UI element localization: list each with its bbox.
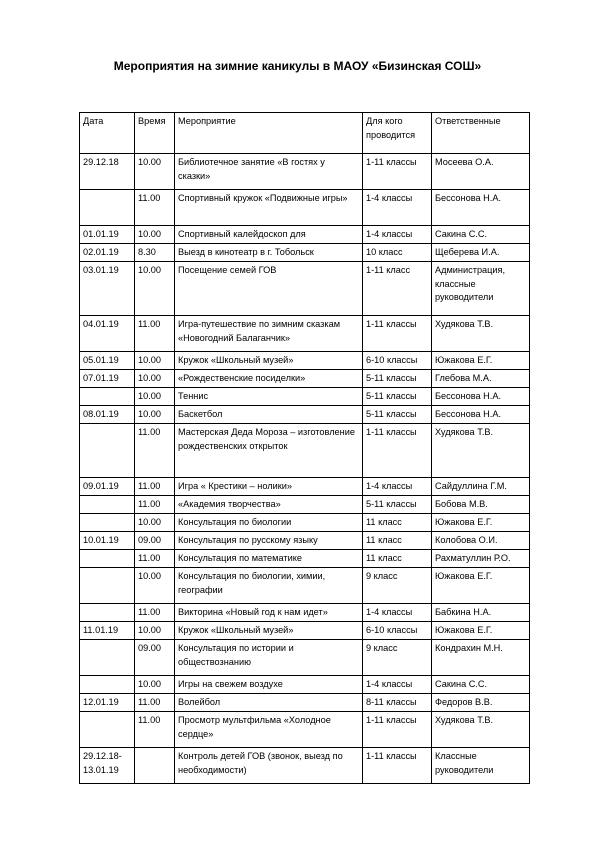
cell-time: 09.00	[135, 532, 175, 550]
cell-audience: 6-10 классы	[363, 352, 432, 370]
cell-responsible: Кондрахин М.Н.	[432, 640, 530, 676]
cell-date: 02.01.19	[80, 244, 135, 262]
table-row	[80, 226, 530, 244]
cell-audience: 1-11 классы	[363, 712, 432, 748]
cell-responsible: Бессонова Н.А.	[432, 406, 530, 424]
cell-event: Консультация по биологии, химии, географии	[175, 568, 363, 604]
cell-audience: 10 класс	[363, 244, 432, 262]
cell-responsible: Южакова Е.Г.	[432, 568, 530, 604]
cell-date	[80, 604, 135, 622]
cell-audience: 1-4 классы	[363, 190, 432, 226]
cell-time: 10.00	[135, 370, 175, 388]
cell-time: 11.00	[135, 424, 175, 478]
cell-date	[80, 496, 135, 514]
page-title: Мероприятия на зимние каникулы в МАОУ «Бизинская СОШ»	[113, 59, 482, 73]
cell-event: Игра-путешествие по зимним сказкам «Новогодний Балаганчик»	[175, 316, 363, 352]
cell-event: Консультация по биологии	[175, 514, 363, 532]
cell-audience: 11 класс	[363, 514, 432, 532]
cell-event: Спортивный калейдоскоп для	[175, 226, 363, 244]
table-row	[80, 478, 530, 496]
cell-responsible: Бобова М.В.	[432, 496, 530, 514]
cell-audience: 9 класс	[363, 640, 432, 676]
cell-time: 10.00	[135, 388, 175, 406]
cell-responsible: Мосеева О.А.	[432, 154, 530, 190]
table-row	[80, 388, 530, 406]
table-row	[80, 550, 530, 568]
cell-time: 11.00	[135, 316, 175, 352]
cell-time: 11.00	[135, 694, 175, 712]
cell-event: Волейбол	[175, 694, 363, 712]
cell-date: 05.01.19	[80, 352, 135, 370]
cell-event: Игра « Крестики – нолики»	[175, 478, 363, 496]
cell-time: 10.00	[135, 226, 175, 244]
cell-date: 10.01.19	[80, 532, 135, 550]
cell-responsible: Худякова Т.В.	[432, 424, 530, 478]
cell-time: 11.00	[135, 604, 175, 622]
cell-time: 10.00	[135, 622, 175, 640]
cell-time: 10.00	[135, 154, 175, 190]
cell-event: Баскетбол	[175, 406, 363, 424]
table-row	[80, 352, 530, 370]
table-header-row	[80, 113, 530, 154]
header-event: Мероприятие	[175, 113, 363, 154]
cell-time: 11.00	[135, 478, 175, 496]
cell-responsible: Федоров В.В.	[432, 694, 530, 712]
cell-date: 12.01.19	[80, 694, 135, 712]
cell-date	[80, 568, 135, 604]
table-row	[80, 262, 530, 316]
cell-audience: 11 класс	[363, 550, 432, 568]
cell-audience: 1-4 классы	[363, 226, 432, 244]
cell-audience: 8-11 классы	[363, 694, 432, 712]
cell-event: Контроль детей ГОВ (звонок, выезд по необходимости)	[175, 748, 363, 784]
cell-event: Посещение семей ГОВ	[175, 262, 363, 316]
cell-audience: 5-11 классы	[363, 388, 432, 406]
events-table	[79, 112, 530, 784]
cell-responsible: Бабкина Н.А.	[432, 604, 530, 622]
cell-time: 09.00	[135, 640, 175, 676]
cell-event: Консультация по истории и обществознанию	[175, 640, 363, 676]
cell-audience: 1-4 классы	[363, 676, 432, 694]
cell-time: 10.00	[135, 406, 175, 424]
cell-date	[80, 424, 135, 478]
cell-time: 10.00	[135, 352, 175, 370]
cell-date: 29.12.18-13.01.19	[80, 748, 135, 784]
cell-event: Библиотечное занятие «В гостях у сказки»	[175, 154, 363, 190]
table-row	[80, 316, 530, 352]
cell-event: Кружок «Школьный музей»	[175, 622, 363, 640]
cell-date	[80, 640, 135, 676]
table-row	[80, 190, 530, 226]
cell-date: 09.01.19	[80, 478, 135, 496]
cell-time: 11.00	[135, 712, 175, 748]
cell-responsible: Бессонова Н.А.	[432, 388, 530, 406]
cell-date	[80, 190, 135, 226]
table-row	[80, 712, 530, 748]
cell-date: 07.01.19	[80, 370, 135, 388]
table-row	[80, 514, 530, 532]
table-row	[80, 748, 530, 784]
cell-time: 10.00	[135, 262, 175, 316]
cell-event: Теннис	[175, 388, 363, 406]
cell-date	[80, 712, 135, 748]
cell-date: 03.01.19	[80, 262, 135, 316]
cell-responsible: Южакова Е.Г.	[432, 514, 530, 532]
cell-responsible: Глебова М.А.	[432, 370, 530, 388]
table-row	[80, 694, 530, 712]
cell-event: Просмотр мультфильма «Холодное сердце»	[175, 712, 363, 748]
cell-time: 10.00	[135, 676, 175, 694]
table-row	[80, 640, 530, 676]
cell-event: Викторина «Новый год к нам идет»	[175, 604, 363, 622]
cell-event: Игры на свежем воздухе	[175, 676, 363, 694]
cell-event: «Академия творчества»	[175, 496, 363, 514]
cell-event: «Рождественские посиделки»	[175, 370, 363, 388]
table-row	[80, 568, 530, 604]
cell-date	[80, 514, 135, 532]
table-row	[80, 370, 530, 388]
cell-time: 10.00	[135, 568, 175, 604]
cell-event: Консультация по математике	[175, 550, 363, 568]
cell-date: 11.01.19	[80, 622, 135, 640]
cell-event: Консультация по русскому языку	[175, 532, 363, 550]
cell-responsible: Худякова Т.В.	[432, 316, 530, 352]
cell-audience: 5-11 классы	[363, 370, 432, 388]
cell-audience: 11 класс	[363, 532, 432, 550]
cell-responsible: Сакина С.С.	[432, 226, 530, 244]
table-row	[80, 496, 530, 514]
table-row	[80, 532, 530, 550]
cell-date: 01.01.19	[80, 226, 135, 244]
cell-event: Мастерская Деда Мороза – изготовление рождественских открыток	[175, 424, 363, 478]
cell-audience: 5-11 классы	[363, 406, 432, 424]
cell-time: 11.00	[135, 190, 175, 226]
table-row	[80, 424, 530, 478]
cell-time: 10.00	[135, 514, 175, 532]
cell-time	[135, 748, 175, 784]
cell-responsible: Колобова О.И.	[432, 532, 530, 550]
cell-audience: 1-11 класс	[363, 262, 432, 316]
cell-time: 8.30	[135, 244, 175, 262]
cell-responsible: Рахматуллин Р.О.	[432, 550, 530, 568]
cell-time: 11.00	[135, 550, 175, 568]
cell-time: 11.00	[135, 496, 175, 514]
table-row	[80, 622, 530, 640]
cell-date: 08.01.19	[80, 406, 135, 424]
cell-date	[80, 550, 135, 568]
cell-responsible: Классные руководители	[432, 748, 530, 784]
table-row	[80, 154, 530, 190]
cell-date: 04.01.19	[80, 316, 135, 352]
cell-date	[80, 676, 135, 694]
cell-audience: 9 класс	[363, 568, 432, 604]
cell-responsible: Администрация, классные руководители	[432, 262, 530, 316]
table-row	[80, 676, 530, 694]
cell-audience: 5-11 классы	[363, 496, 432, 514]
cell-date: 29.12.18	[80, 154, 135, 190]
header-date: Дата	[80, 113, 135, 154]
table-row	[80, 604, 530, 622]
cell-event: Спортивный кружок «Подвижные игры»	[175, 190, 363, 226]
cell-audience: 1-11 классы	[363, 316, 432, 352]
cell-responsible: Бессонова Н.А.	[432, 190, 530, 226]
cell-responsible: Сайдуллина Г.М.	[432, 478, 530, 496]
cell-event: Выезд в кинотеатр в г. Тобольск	[175, 244, 363, 262]
cell-date	[80, 388, 135, 406]
cell-event: Кружок «Школьный музей»	[175, 352, 363, 370]
cell-audience: 1-4 классы	[363, 604, 432, 622]
cell-audience: 6-10 классы	[363, 622, 432, 640]
header-time: Время	[135, 113, 175, 154]
cell-audience: 1-11 классы	[363, 748, 432, 784]
cell-audience: 1-11 классы	[363, 154, 432, 190]
header-audience: Для кого проводится	[363, 113, 432, 154]
cell-responsible: Худякова Т.В.	[432, 712, 530, 748]
cell-responsible: Южакова Е.Г.	[432, 352, 530, 370]
cell-audience: 1-4 классы	[363, 478, 432, 496]
table-row	[80, 244, 530, 262]
cell-responsible: Сакина С.С.	[432, 676, 530, 694]
table-row	[80, 406, 530, 424]
header-responsible: Ответственные	[432, 113, 530, 154]
cell-responsible: Щеберева И.А.	[432, 244, 530, 262]
cell-responsible: Южакова Е.Г.	[432, 622, 530, 640]
cell-audience: 1-11 классы	[363, 424, 432, 478]
